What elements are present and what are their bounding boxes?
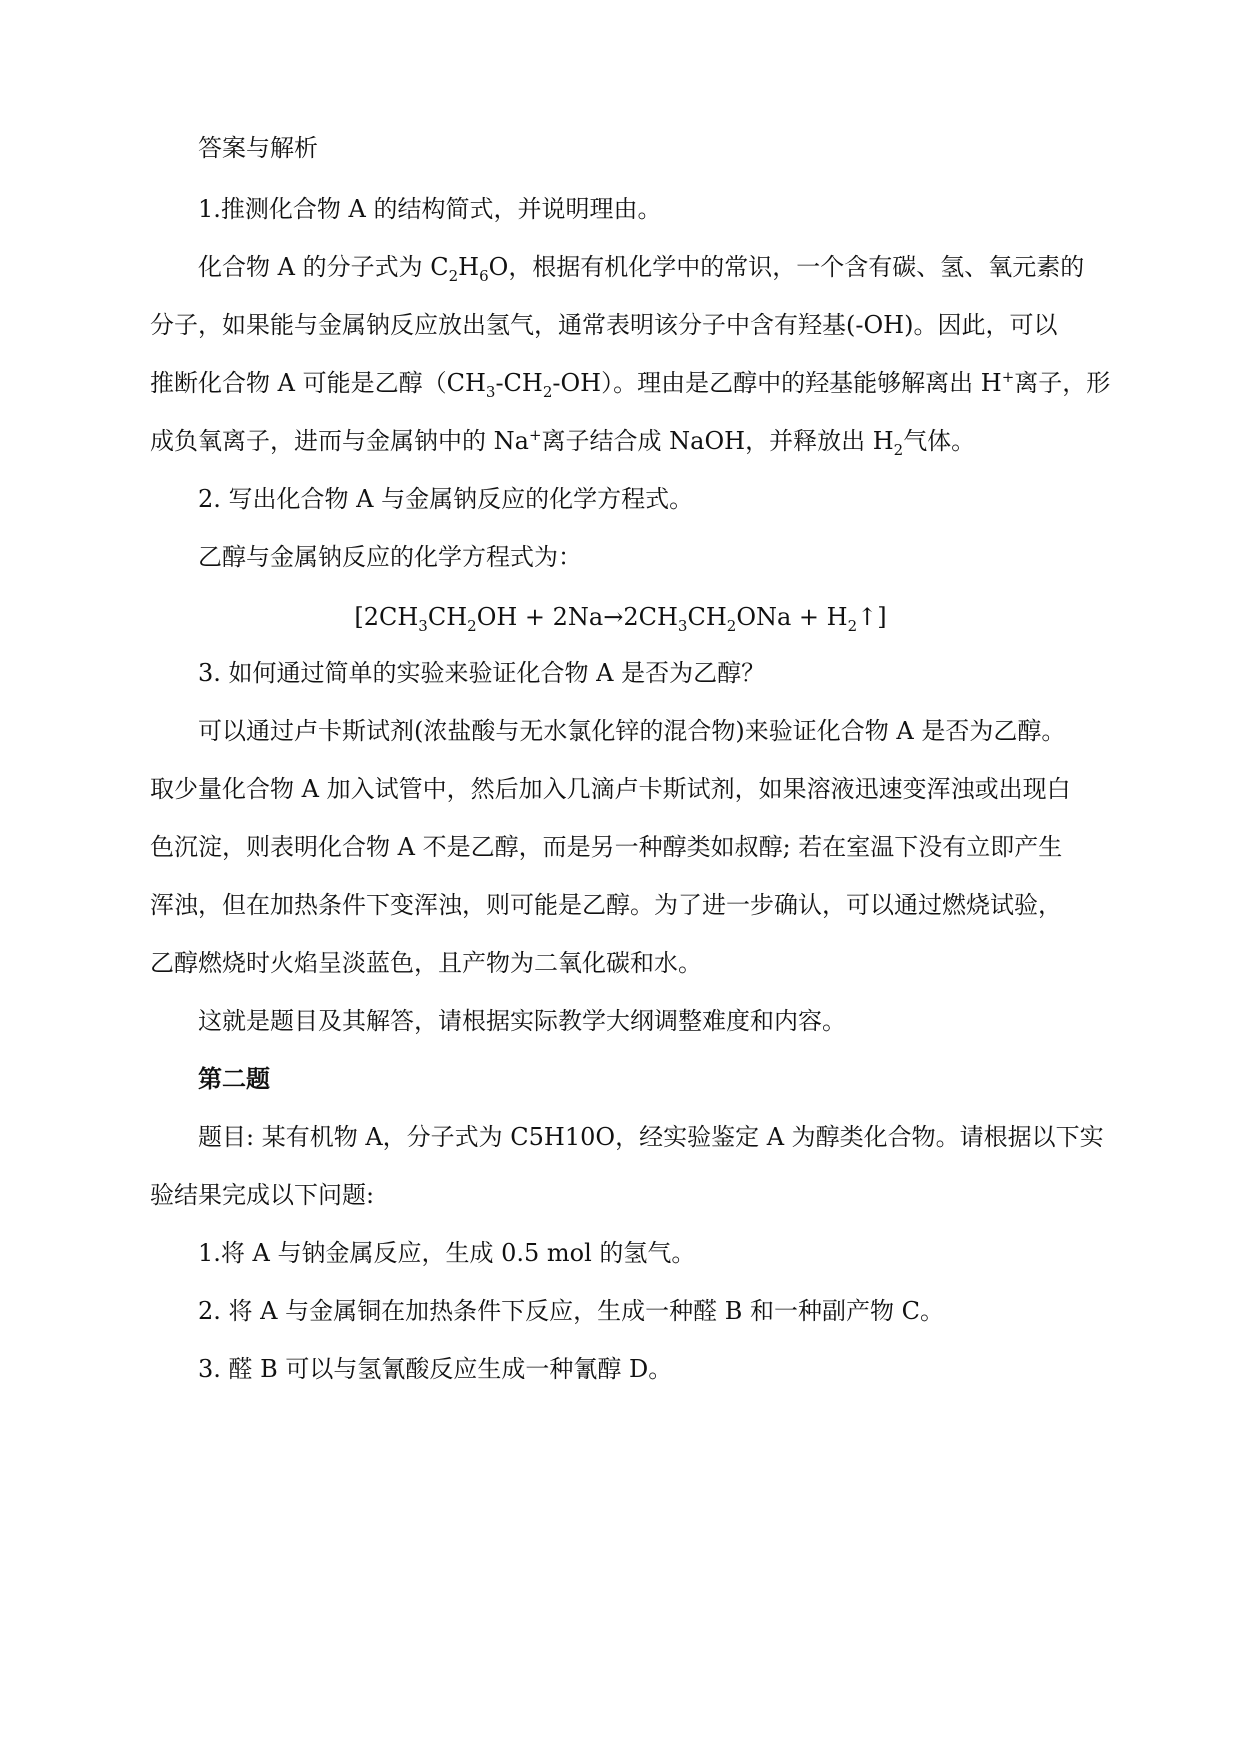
formula-ethanol: $CH_3-CH_2-OH$ (446, 369, 602, 401)
q3-paragraph-line-5: 乙醇燃烧时火焰呈淡蓝色，且产物为二氧化碳和水。 (150, 949, 702, 977)
reaction-equation: [$2CH_3CH_2OH + 2Na\to 2CH_3CH_2ONa$ + $H_2↑$] (354, 603, 887, 635)
list-item: 3. 醛 B 可以与氢氰酸反应生成一种氰醇 D。 (198, 1355, 673, 1383)
closing-note: 这就是题目及其解答，请根据实际教学大纲调整难度和内容。 (198, 1007, 846, 1035)
q3-paragraph-line-3: 色沉淀，则表明化合物 A 不是乙醇，而是另一种醇类如叔醇; 若在室温下没有立即产生 (150, 833, 1063, 861)
ion-na-plus: Na+ (493, 426, 542, 455)
formula-c2h6o: $C_2H_6O$ (430, 253, 509, 285)
list-item: 1.将 A 与钠金属反应，生成 0.5 mol 的氢气。 (198, 1239, 696, 1267)
q2-intro: 乙醇与金属钠反应的化学方程式为： (198, 543, 582, 571)
q2-title: 2. 写出化合物 A 与金属钠反应的化学方程式。 (198, 485, 694, 513)
q1-title: 1.推测化合物 A 的结构简式，并说明理由。 (198, 195, 662, 223)
section-title: 第二题 (198, 1064, 270, 1093)
formula-h2: $H_2$ (872, 427, 904, 459)
q1-paragraph-line-2: 分子，如果能与金属钠反应放出氢气，通常表明该分子中含有羟基(-OH)。因此，可以 (150, 311, 1058, 339)
heading: 答案与解析 (198, 134, 318, 162)
q3-paragraph-line-4: 浑浊，但在加热条件下变浑浊，则可能是乙醇。为了进一步确认，可以通过燃烧试验， (150, 891, 1062, 919)
ion-h-plus: H+ (980, 368, 1015, 397)
section2-intro-line-1: 题目: 某有机物 A，分子式为 C5H10O，经实验鉴定 A 为醇类化合物。请根据以下实 (198, 1123, 1104, 1151)
q3-paragraph-line-2: 取少量化合物 A 加入试管中，然后加入几滴卢卡斯试剂，如果溶液迅速变浑浊或出现白 (150, 775, 1071, 803)
q1-paragraph-line-3: 推断化合物 A 可能是乙醇$(CH_3-CH_2-OH)$。理由是乙醇中的羟基能够解离出 H+离子，形 (150, 368, 1111, 401)
section2-intro-line-2: 验结果完成以下问题: (150, 1181, 375, 1209)
q3-paragraph-line-1: 可以通过卢卡斯试剂(浓盐酸与无水氯化锌的混合物)来验证化合物 A 是否为乙醇。 (198, 717, 1066, 745)
q3-title: 3. 如何通过简单的实验来验证化合物 A 是否为乙醇？ (198, 659, 766, 687)
list-item: 2. 将 A 与金属铜在加热条件下反应，生成一种醛 B 和一种副产物 C。 (198, 1297, 945, 1325)
q1-paragraph-line-1: 化合物 A 的分子式为 $C_2H_6O$，根据有机化学中的常识，一个含有碳、氢、氧元素的 (198, 253, 1085, 285)
q1-paragraph-line-4: 成负氧离子，进而与金属钠中的 Na+离子结合成 NaOH，并释放出 $H_2$气体。 (150, 426, 976, 459)
